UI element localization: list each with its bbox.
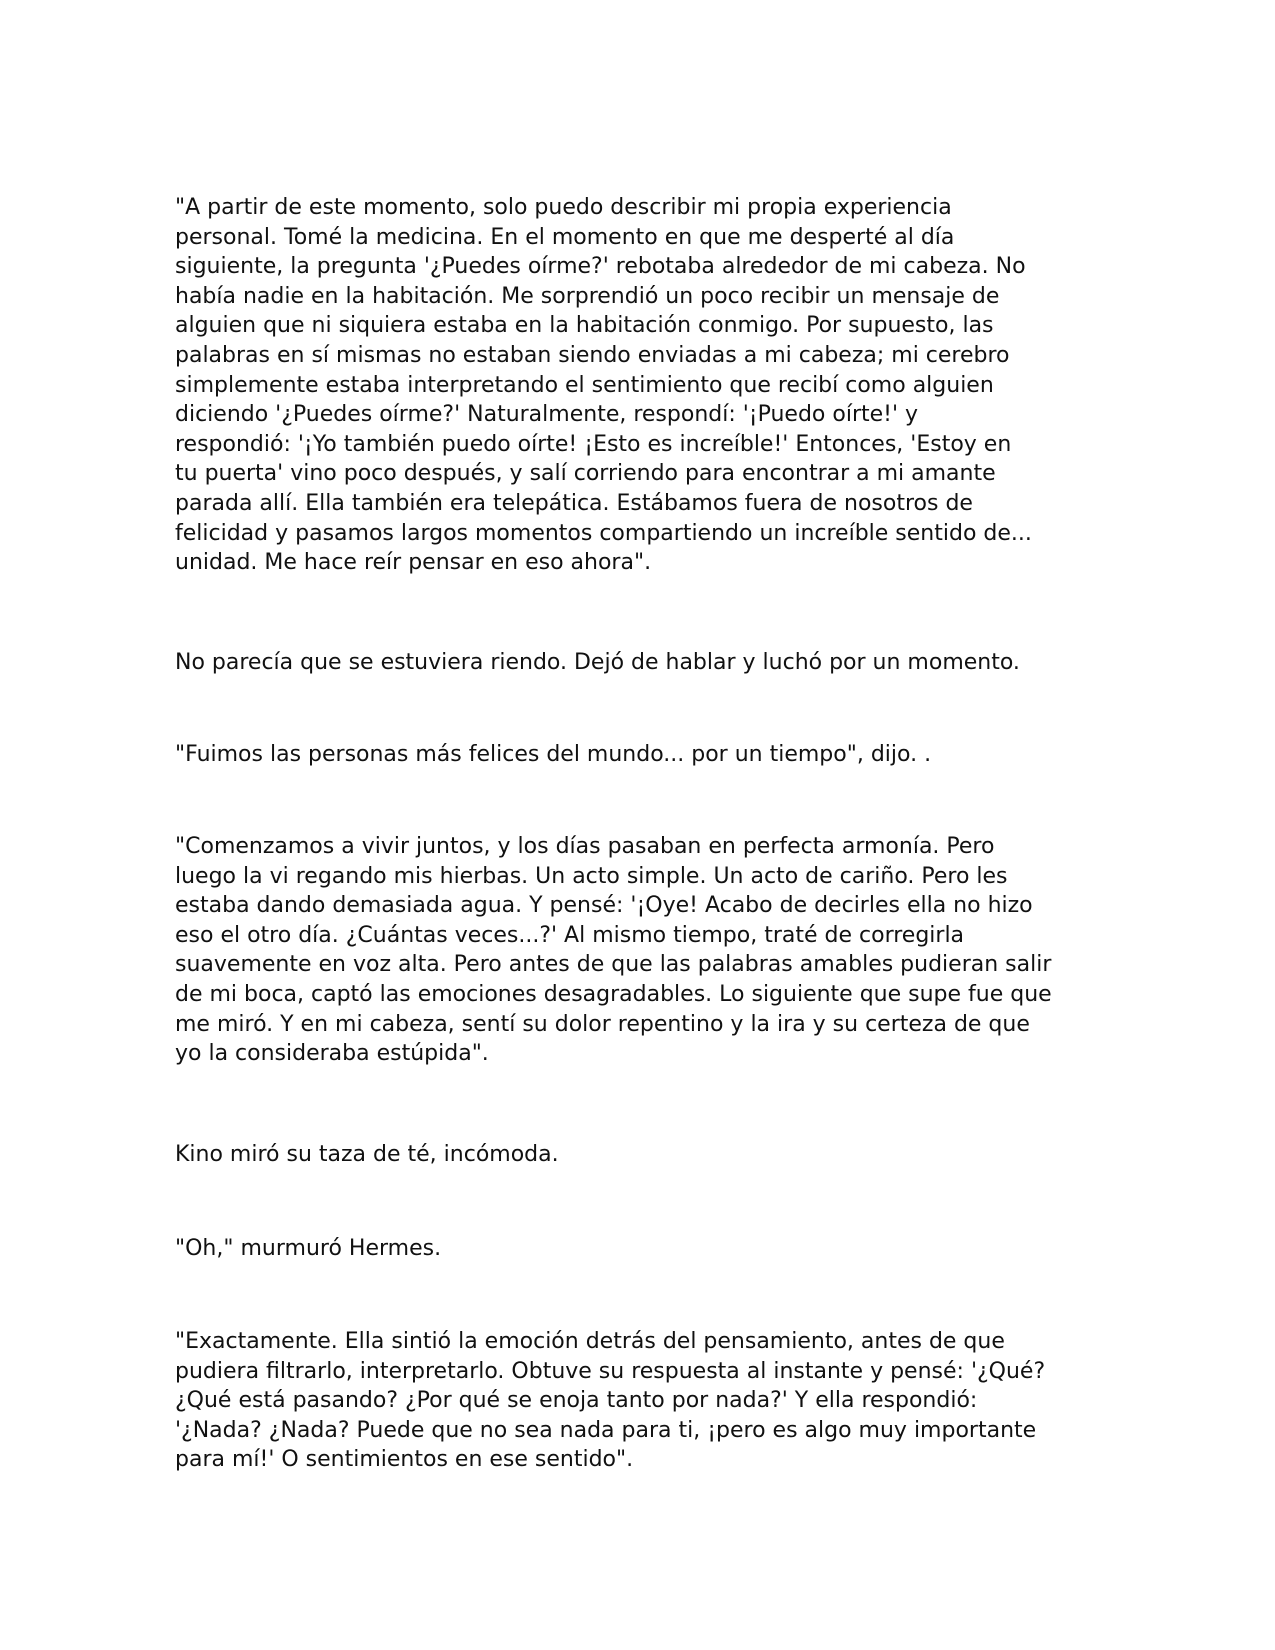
paragraph-7: "Exactamente. Ella sintió la emoción detrás del pensamiento, antes de que pudiera filtrarlo, interpretarlo. Obtuve su respuesta al instante y pensé: '¿Qué? ¿Qué está pasando? ¿Por qué se enoja tanto por nada?' Y ella respondió: '¿Nada? ¿Nada? Puede que no sea nada para ti, ¡pero es algo muy importante para mí!' O sentimientos en ese sentido". bbox=[175, 1329, 1046, 1473]
paragraph-4: "Comenzamos a vivir juntos, y los días pasaban en perfecta armonía. Pero luego la vi regando mis hierbas. Un acto simple. Un acto de cariño. Pero les estaba dando demasiada agua. Y pensé: '¡Oye! Acabo de decirles ella no hizo eso el otro día. ¿Cuántas veces...?' Al mismo tiempo, traté de corregirla suavemente en voz alta. Pero antes de que las palabras amables pudieran salir de mi boca, captó las emociones desagradables. Lo siguiente que supe fue que me miró. Y en mi cabeza, sentí su dolor repentino y la ira y su certeza de que yo la consideraba estúpida". bbox=[175, 834, 1052, 1067]
paragraph-6: "Oh," murmuró Hermes. bbox=[175, 1236, 442, 1261]
paragraph-1: "A partir de este momento, solo puedo describir mi propia experiencia personal. Tomé la medicina. En el momento en que me desperté al día siguiente, la pregunta '¿Puedes oírme?' rebotaba alrededor de mi cabeza. No había nadie en la habitación. Me sorprendió un poco recibir un mensaje de alguien que ni siquiera estaba en la habitación conmigo. Por supuesto, las palabras en sí mismas no estaban siendo enviadas a mi cabeza; mi cerebro simplemente estaba interpretando el sentimiento que recibí como alguien diciendo '¿Puedes oírme?' Naturalmente, respondí: '¡Puedo oírte!' y respondió: '¡Yo también puedo oírte! ¡Esto es increíble!' Entonces, 'Estoy en tu puerta' vino poco después, y salí corriendo para encontrar a mi amante parada allí. Ella también era telepática. Estábamos fuera de nosotros de felicidad y pasamos largos momentos compartiendo un increíble sentido de... unidad. Me hace reír pensar en eso ahora". bbox=[175, 195, 1032, 576]
paragraph-3: "Fuimos las personas más felices del mundo... por un tiempo", dijo. . bbox=[175, 742, 932, 767]
paragraph-5: Kino miró su taza de té, incómoda. bbox=[175, 1142, 559, 1167]
paragraph-2: No parecía que se estuviera riendo. Dejó de hablar y luchó por un momento. bbox=[175, 650, 1020, 675]
